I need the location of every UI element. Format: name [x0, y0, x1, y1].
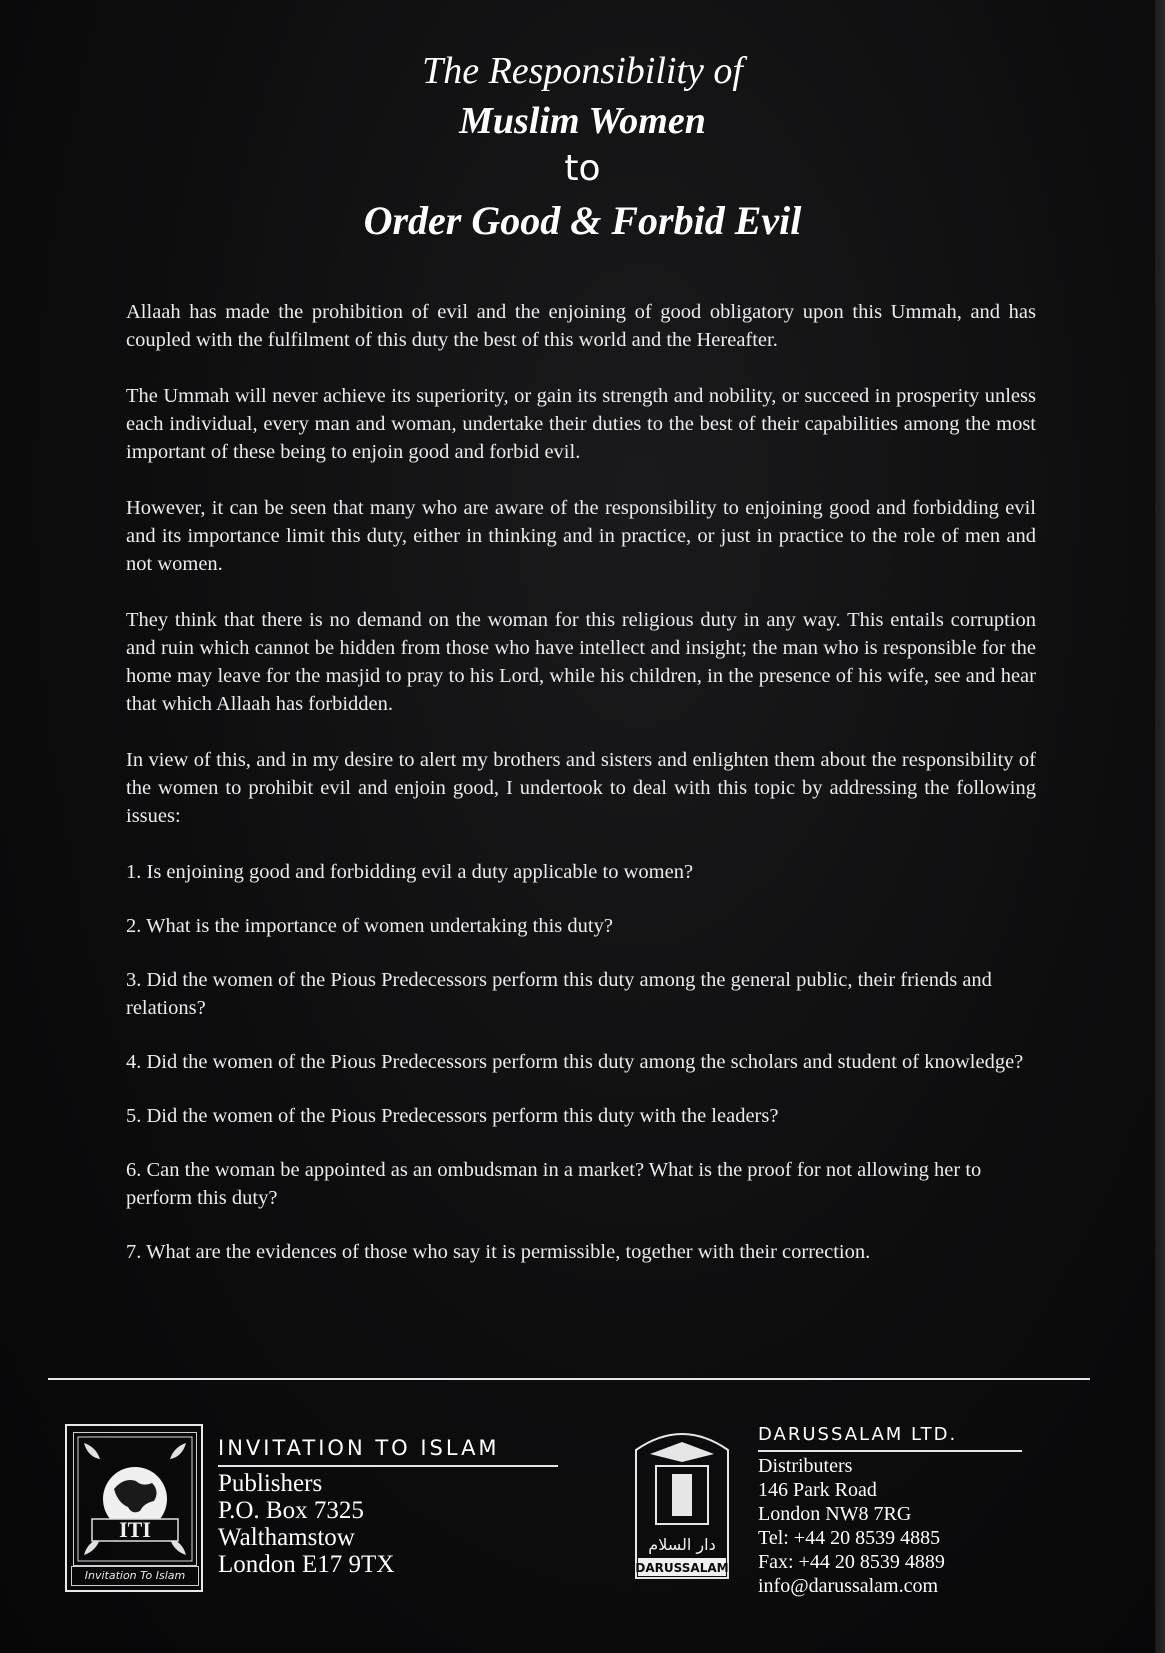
title-line-2: Muslim Women — [459, 100, 706, 142]
distributor-email: info@darussalam.com — [758, 1575, 939, 1597]
paragraph: However, it can be seen that many who are aware of the responsibility to enjoining good and forbidding evil and its importance limit this duty, either in thinking and in practice, or just in practice to the role of men and not women. — [126, 497, 1036, 575]
svg-text:ITI: ITI — [119, 1517, 151, 1542]
issue-item: 1. Is enjoining good and forbidding evil a duty applicable to women? — [126, 861, 694, 883]
distributor-line: London NW8 7RG — [758, 1503, 912, 1525]
distributor-line: 146 Park Road — [758, 1479, 877, 1501]
darussalam-logo-icon — [630, 1424, 734, 1584]
issue-item: 7. What are the evidences of those who say it is permissible, together with their correction. — [126, 1241, 871, 1263]
publisher-line: Publishers — [218, 1470, 323, 1497]
distributor-fax: Fax: +44 20 8539 4889 — [758, 1551, 945, 1573]
title-line-1: The Responsibility of — [422, 50, 743, 92]
distributor-name: DARUSSALAM LTD. — [758, 1424, 958, 1445]
issue-item: 6. Can the woman be appointed as an ombudsman in a market? What is the proof for not allowing her to perform this duty? — [126, 1159, 982, 1209]
distributor-phone: Tel: +44 20 8539 4885 — [758, 1527, 941, 1549]
publisher-address — [218, 1470, 558, 1578]
paragraph: They think that there is no demand on the woman for this religious duty in any way. This entails corruption and ruin which cannot be hidden from those who have intellect and insight; the man who is responsible for the home may leave for the masjid to pray to his Lord, while his children, in the presence of his wife, see and hear that which Allaah has forbidden. — [126, 609, 1036, 715]
issue-item: 4. Did the women of the Pious Predecessors perform this duty among the scholars and student of knowledge? — [126, 1051, 1024, 1073]
distributor-logo — [630, 1424, 734, 1584]
book-title — [0, 46, 1165, 250]
title-line-3: to — [564, 148, 601, 189]
publisher-line: P.O. Box 7325 — [218, 1497, 364, 1524]
distributor-underline — [758, 1450, 1022, 1452]
footer-divider — [48, 1378, 1090, 1380]
issue-item: 2. What is the importance of women undertaking this duty? — [126, 915, 613, 937]
publisher-underline — [218, 1465, 558, 1467]
svg-text:دار السلام: دار السلام — [648, 1535, 716, 1554]
paragraph: In view of this, and in my desire to alert my brothers and sisters and enlighten them about the responsibility of the women to prohibit evil and enjoin good, I undertook to deal with this topic by addressing the following issues: — [126, 749, 1036, 827]
publisher-logo-caption: Invitation To Islam — [71, 1566, 199, 1586]
distributor-address — [758, 1454, 1058, 1598]
distributor-line: Distributers — [758, 1455, 853, 1477]
blurb — [126, 298, 1036, 1292]
issue-item: 5. Did the women of the Pious Predecessors perform this duty with the leaders? — [126, 1105, 779, 1127]
globe-emblem-icon — [74, 1433, 196, 1565]
paragraph: The Ummah will never achieve its superiority, or gain its strength and nobility, or succeed in prosperity unless each individual, every man and woman, undertake their duties to the best of their capabilities among the most important of these being to enjoin good and forbid evil. — [126, 385, 1036, 463]
issue-item: 3. Did the women of the Pious Predecessors perform this duty among the general public, their friends and relations? — [126, 969, 992, 1019]
title-line-4: Order Good & Forbid Evil — [363, 198, 802, 243]
publisher-logo — [65, 1424, 203, 1592]
publisher-name: INVITATION TO ISLAM — [218, 1436, 500, 1460]
svg-text:DARUSSALAM: DARUSSALAM — [635, 1561, 729, 1575]
paragraph: Allaah has made the prohibition of evil and the enjoining of good obligatory upon this Ummah, and has coupled with the fulfilment of this duty the best of this world and the Hereafter. — [126, 301, 1036, 351]
publisher-line: London E17 9TX — [218, 1551, 395, 1578]
publisher-line: Walthamstow — [218, 1524, 355, 1551]
publisher-logo-emblem — [73, 1432, 197, 1566]
